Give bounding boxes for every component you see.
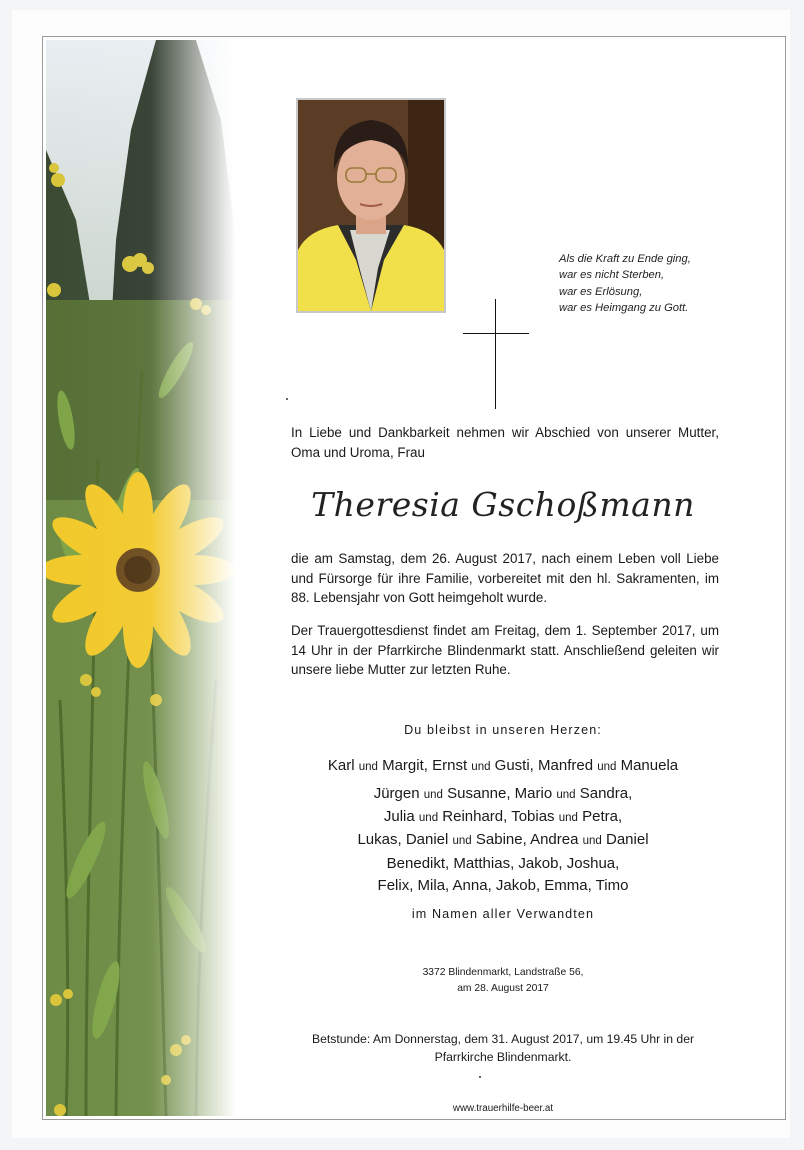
family-great-grandchildren [263, 853, 743, 897]
portrait-photo [296, 98, 446, 313]
poem [559, 251, 769, 317]
grandchildren-line: Lukas, Daniel und Sabine, Andrea und Daniel [357, 831, 649, 848]
great-grandchildren-line: Benedikt, Matthias, Jakob, Joshua, [386, 855, 620, 872]
address-block [263, 965, 743, 996]
poem-line: war es nicht Sterben, [559, 269, 665, 282]
intro-text: In Liebe und Dankbarkeit nehmen wir Abschied von unserer Mutter, Oma und Uroma, Frau [291, 425, 719, 460]
poem-line: war es Heimgang zu Gott. [559, 302, 689, 315]
relatives-line: im Namen aller Verwandten [411, 907, 595, 921]
death-notice: die am Samstag, dem 26. August 2017, nach einem Leben voll Liebe und Fürsorge für ihre Familie, vorbereitet mit den hl. Sakramenten, im 88. Lebensjahr von Gott heimgeholt wurde. [291, 551, 719, 606]
flower-photo [46, 40, 236, 1116]
great-grandchildren-line: Felix, Mila, Anna, Jakob, Emma, Timo [377, 877, 629, 894]
prayer-hour [263, 1031, 743, 1066]
deceased-name: Theresia Gschoßmann [311, 485, 695, 524]
family-children: Karl und Margit, Ernst und Gusti, Manfred und Manuela [327, 757, 679, 774]
parte-frame [42, 36, 786, 1120]
family-grandchildren [263, 783, 743, 852]
prayer-line: Betstunde: Am Donnerstag, dem 31. August 2017, um 19.45 Uhr in der [311, 1032, 695, 1046]
poem-line: Als die Kraft zu Ende ging, [559, 253, 691, 265]
grandchildren-line: Julia und Reinhard, Tobias und Petra, [383, 808, 623, 825]
website-link[interactable]: www.trauerhilfe-beer.at [452, 1103, 554, 1114]
address-date: am 28. August 2017 [457, 982, 549, 994]
print-speck [479, 1076, 481, 1078]
prayer-line: Pfarrkirche Blindenmarkt. [434, 1049, 572, 1064]
cross-icon [463, 299, 529, 409]
parte-card [12, 10, 790, 1138]
print-speck [286, 398, 288, 400]
service-notice: Der Trauergottesdienst findet am Freitag, dem 1. September 2017, um 14 Uhr in der Pfarrkirche Blindenmarkt statt. Anschließend geleiten wir unsere liebe Mutter zur letzten Ruhe. [291, 623, 719, 678]
grandchildren-line: Jürgen und Susanne, Mario und Sandra, [373, 785, 633, 802]
motto: Du bleibst in unseren Herzen: [404, 723, 602, 737]
address-line: 3372 Blindenmarkt, Landstraße 56, [422, 967, 584, 978]
poem-line: war es Erlösung, [559, 285, 643, 298]
